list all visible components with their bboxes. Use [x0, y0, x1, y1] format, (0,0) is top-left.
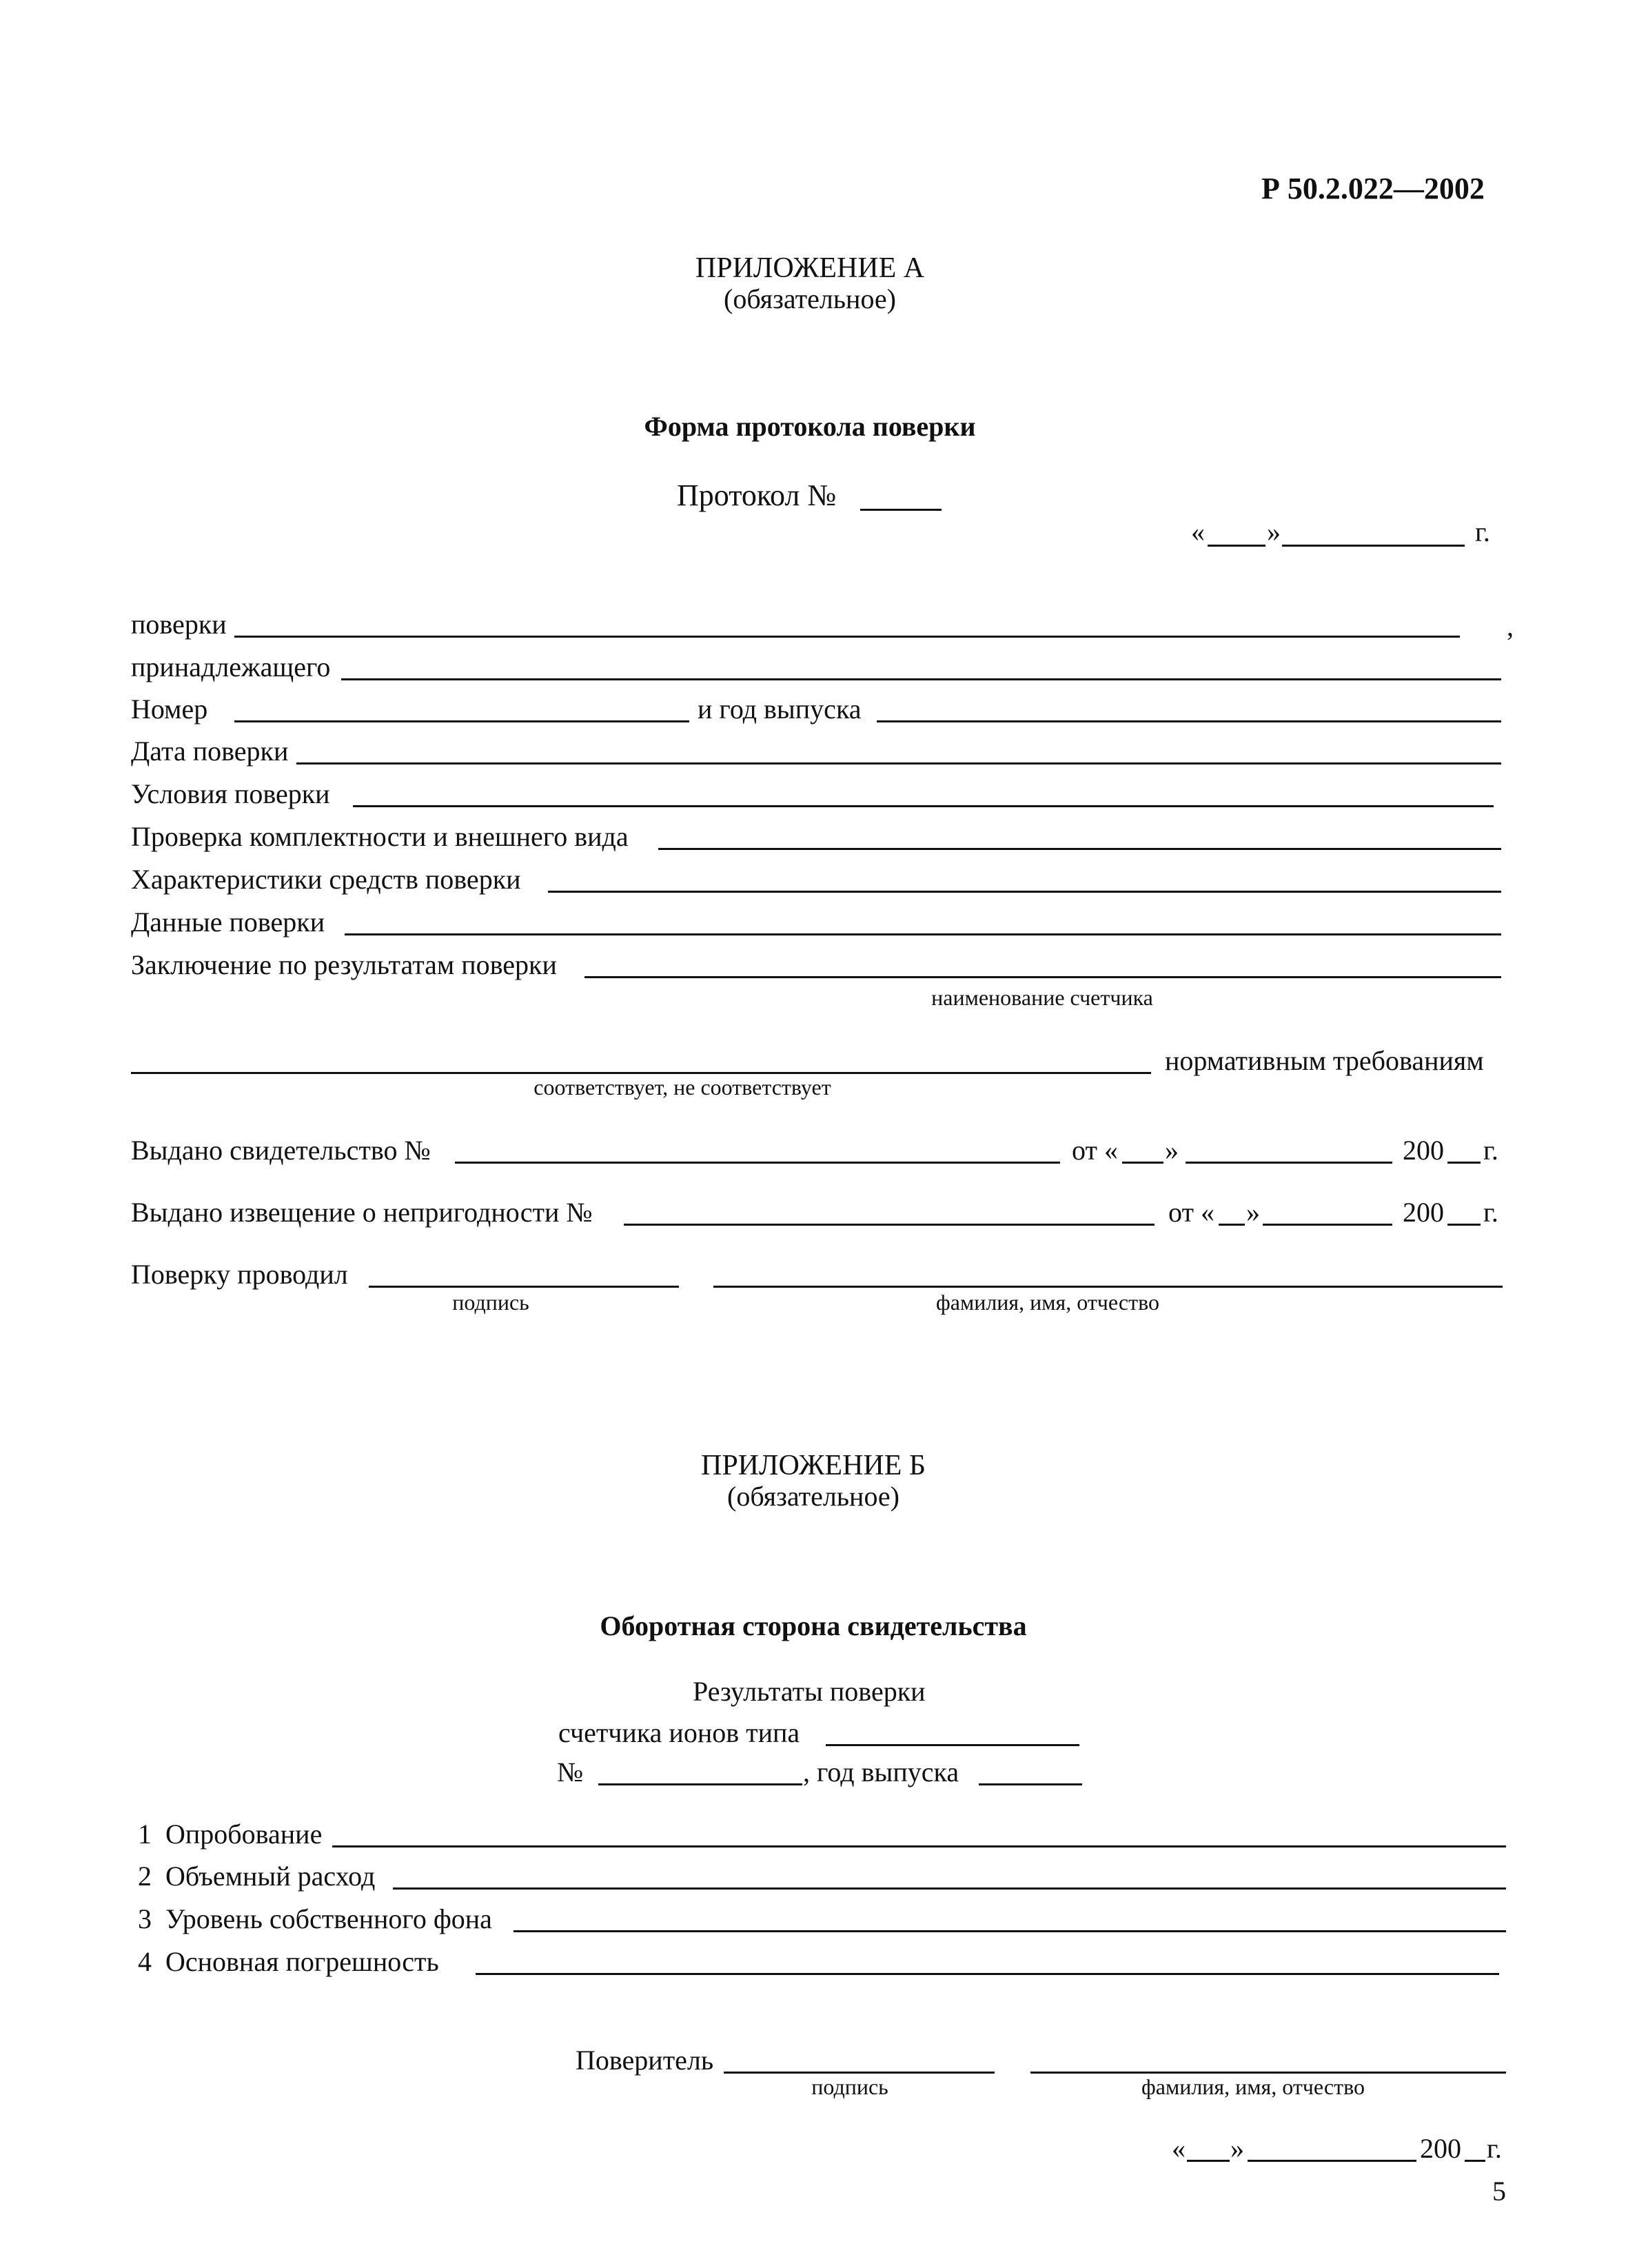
field-counter-year[interactable]: [979, 1783, 1082, 1785]
date-year-suffix: г.: [1475, 516, 1490, 547]
field-comma: ,: [1507, 611, 1514, 642]
item-label-pogreshnost: 4 Основная погрешность: [138, 1946, 439, 1977]
hint-counter-name: наименование счетчика: [931, 985, 1153, 1010]
field-date-b-month[interactable]: [1248, 2160, 1416, 2162]
field-pogreshnost[interactable]: [476, 1973, 1499, 1975]
item-label-obemnyi-raskhod: 2 Объемный расход: [138, 1861, 376, 1892]
hint-conformity: соответствует, не соответствует: [533, 1075, 831, 1100]
field-date-b-year[interactable]: [1465, 2160, 1485, 2162]
label-cert-close: »: [1165, 1135, 1179, 1166]
appendix-b-heading: Оборотная сторона свидетельства: [600, 1610, 1027, 1641]
field-notice-year[interactable]: [1447, 1224, 1481, 1226]
appendix-b-status: (обязательное): [727, 1481, 899, 1512]
appendix-b-title: ПРИЛОЖЕНИЕ Б: [700, 1450, 926, 1481]
protocol-number-field[interactable]: [860, 509, 942, 511]
field-oprobovanie[interactable]: [332, 1845, 1506, 1847]
field-kharakteristiki[interactable]: [548, 891, 1501, 893]
field-god-vypuska[interactable]: [877, 720, 1501, 722]
protocol-label: Протокол №: [677, 478, 837, 512]
field-fio-a[interactable]: [713, 1286, 1503, 1288]
date-b-g: г.: [1487, 2133, 1502, 2164]
date-b-year: 200: [1420, 2133, 1461, 2164]
label-notice-close: »: [1246, 1197, 1260, 1228]
label-cert-year: 200: [1403, 1135, 1444, 1166]
document-code: Р 50.2.022—2002: [1261, 172, 1485, 205]
field-poverki[interactable]: [234, 636, 1460, 638]
label-poveritel: Поверитель: [576, 2045, 714, 2076]
label-cert-g: г.: [1483, 1135, 1498, 1166]
field-label-data-poverki: Дата поверки: [131, 736, 289, 767]
field-counter-type[interactable]: [826, 1744, 1079, 1746]
field-notice-number[interactable]: [624, 1224, 1155, 1226]
hint-signature-a: подпись: [452, 1290, 529, 1315]
field-uroven-fona[interactable]: [514, 1930, 1506, 1932]
date-month-year-field[interactable]: [1282, 545, 1465, 547]
page-number: 5: [1492, 2176, 1506, 2207]
label-notice-ot: от «: [1168, 1197, 1214, 1228]
field-nomer[interactable]: [234, 720, 689, 722]
field-label-kharakteristiki: Характеристики средств поверки: [131, 864, 521, 895]
date-b-close-quote: »: [1230, 2133, 1244, 2164]
date-b-open-quote: «: [1172, 2133, 1186, 2164]
field-label-zaklyuchenie: Заключение по результатам поверки: [131, 949, 557, 980]
field-komplektnost[interactable]: [658, 848, 1501, 850]
field-signature-a[interactable]: [369, 1286, 679, 1288]
field-prinadlezhashchego[interactable]: [341, 678, 1501, 680]
label-izveshchenie: Выдано извещение о непригодности №: [131, 1197, 593, 1228]
field-usloviya[interactable]: [353, 805, 1494, 807]
field-zaklyuchenie[interactable]: [584, 976, 1501, 978]
item-label-uroven-fona: 3 Уровень собственного фона: [138, 1903, 492, 1934]
appendix-a-status: (обязательное): [724, 283, 896, 314]
field-label-poverki: поверки: [131, 609, 227, 640]
item-label-oprobovanie: 1 Опробование: [138, 1819, 323, 1850]
label-results: Результаты поверки: [693, 1676, 926, 1707]
appendix-a-title: ПРИЛОЖЕНИЕ А: [695, 252, 925, 284]
label-counter-year: , год выпуска: [803, 1756, 959, 1788]
field-label-nomer: Номер: [131, 693, 208, 725]
date-open-quote: «: [1191, 516, 1205, 547]
label-counter-number: №: [557, 1756, 584, 1788]
hint-fio-b: фамилия, имя, отчество: [1141, 2074, 1365, 2099]
hint-signature-b: подпись: [811, 2074, 888, 2099]
field-obemnyi-raskhod[interactable]: [393, 1887, 1506, 1890]
date-close-quote: »: [1267, 516, 1281, 547]
field-data-poverki[interactable]: [296, 762, 1501, 765]
field-dannye[interactable]: [345, 933, 1501, 935]
field-counter-number[interactable]: [598, 1783, 802, 1785]
label-notice-year: 200: [1403, 1197, 1444, 1228]
field-label-usloviya: Условия поверки: [131, 778, 330, 809]
field-date-b-day[interactable]: [1187, 2160, 1230, 2162]
field-cert-day[interactable]: [1122, 1162, 1163, 1164]
field-notice-day[interactable]: [1219, 1224, 1245, 1226]
appendix-a-heading: Форма протокола поверки: [644, 411, 976, 442]
field-cert-month[interactable]: [1186, 1162, 1392, 1164]
field-certificate-number[interactable]: [455, 1162, 1060, 1164]
label-notice-g: г.: [1483, 1197, 1498, 1228]
label-svidetelstvo: Выдано свидетельство №: [131, 1135, 431, 1166]
label-cert-ot: от «: [1072, 1135, 1118, 1166]
field-label-prinadlezhashchego: принадлежащего: [131, 651, 331, 682]
field-label-dannye: Данные поверки: [131, 907, 325, 938]
field-label-god-vypuska: и год выпуска: [698, 693, 862, 725]
label-normativnym: нормативным требованиям: [1165, 1045, 1484, 1076]
field-cert-year[interactable]: [1447, 1162, 1481, 1164]
field-label-komplektnost: Проверка комплектности и внешнего вида: [131, 821, 629, 852]
label-counter-type: счетчика ионов типа: [558, 1717, 800, 1748]
hint-fio-a: фамилия, имя, отчество: [936, 1290, 1159, 1315]
date-day-field[interactable]: [1208, 545, 1265, 547]
label-proveril: Поверку проводил: [131, 1259, 348, 1290]
field-notice-month[interactable]: [1263, 1224, 1392, 1226]
